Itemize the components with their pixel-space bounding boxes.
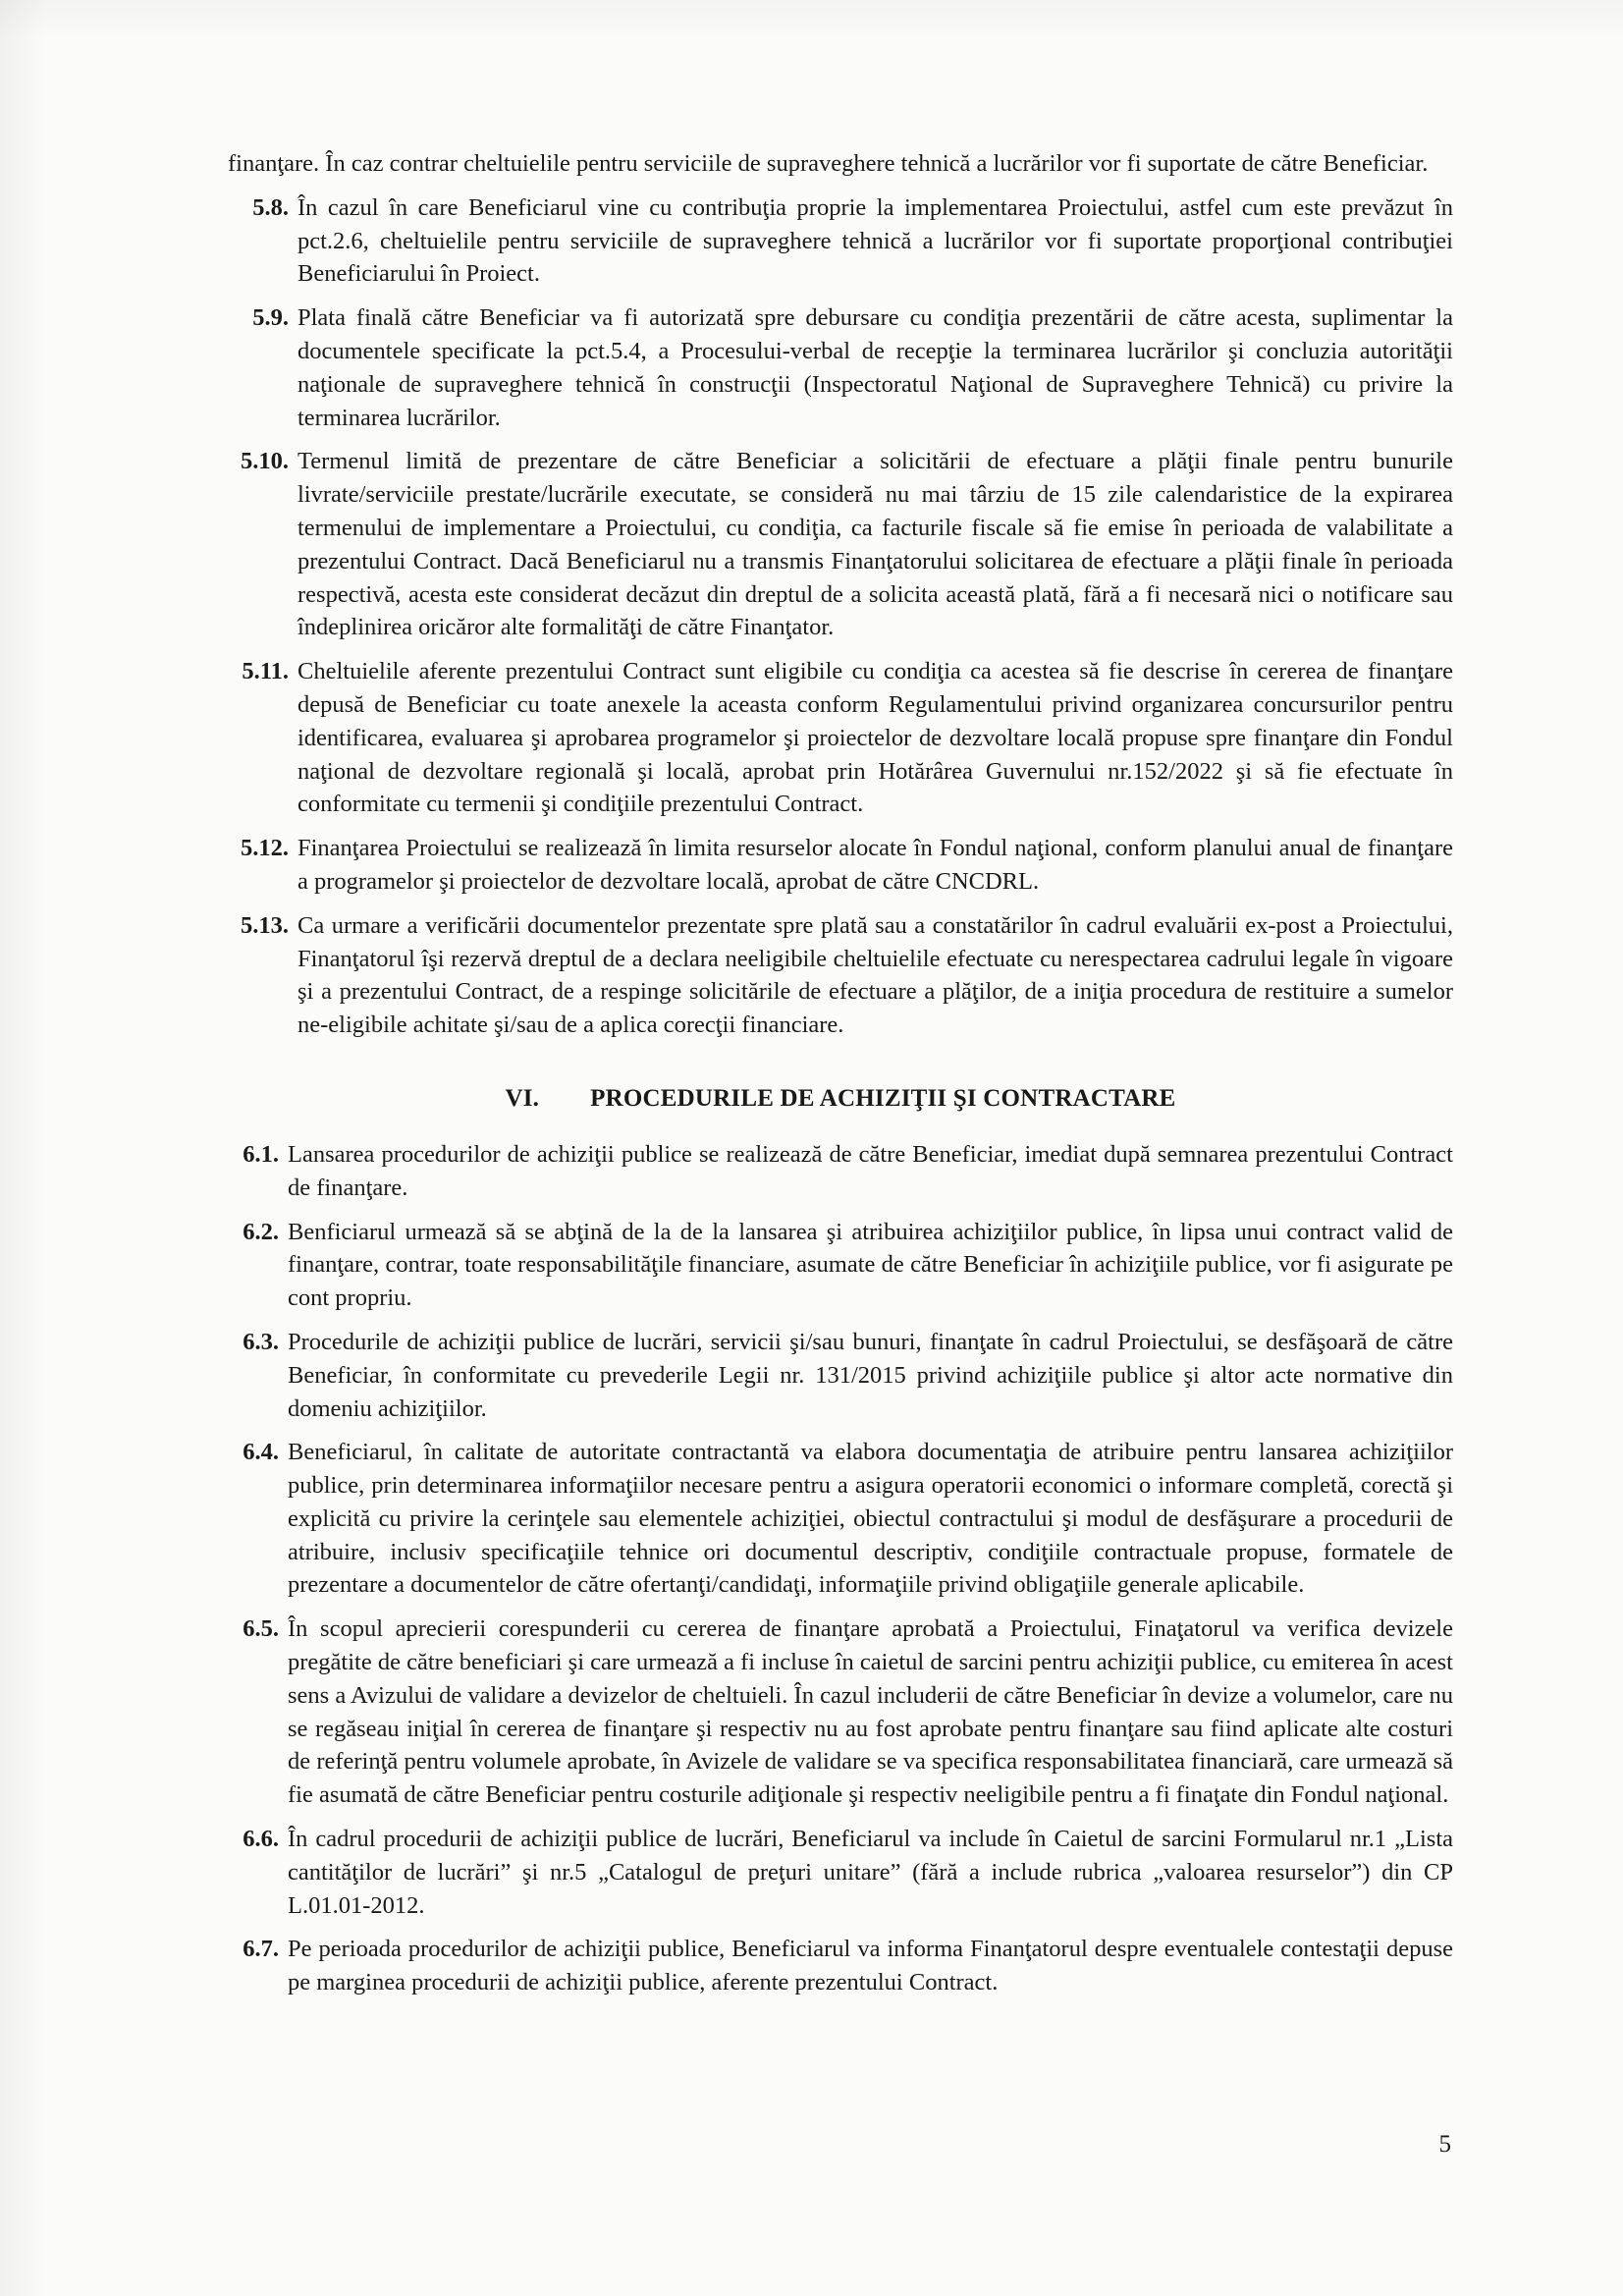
clause-5-11 (228, 655, 1453, 821)
clause-text: Termenul limită de prezentare de către Beneficiar a solicitării de efectuare a plăţii finale pentru bunurile livrate/serviciile prestate/lucrările executate, se consideră nu mai târziu de 15 zile calendaristice de la expirarea termenului de implementare a Proiectului, cu condiţia, ca facturile fiscale să fie emise în perioada de valabilitate a prezentului Contract. Dacă Beneficiarul nu a transmis Finanţatorului solicitarea de efectuare a plăţii finale în perioada respectivă, acesta este considerat decăzut din dreptul de a solicita această plată, fără a fi necesară nici o notificare sau îndeplinirea oricăror alte formalităţi de către Finanţator. (298, 448, 1453, 641)
clause-6-3 (228, 1326, 1453, 1425)
section-heading-vi (228, 1085, 1453, 1113)
clause-text: Plata finală către Beneficiar va fi autorizată spre debursare cu condiţia prezentării de către acesta, suplimentar la documentele specificate la pct.5.4, a Procesului-verbal de recepţie la terminarea lucrărilor şi concluzia autorităţii naţionale de supraveghere tehnică în construcţii (Inspectoratul Naţional de Supraveghere Tehnică) cu privire la terminarea lucrărilor. (298, 304, 1453, 431)
clause-5-13 (228, 909, 1453, 1042)
clause-6-7 (228, 1933, 1453, 1999)
clause-6-5 (228, 1613, 1453, 1812)
scan-shadow-left (0, 0, 47, 2296)
clause-text: Pe perioada procedurilor de achiziţii publice, Beneficiarul va informa Finanţatorul despre eventualele contestaţii depuse pe marginea procedurii de achiziţii publice, aferente prezentului Contract. (288, 1936, 1453, 1996)
clause-text: În cadrul procedurii de achiziţii publice de lucrări, Beneficiarul va include în Caietul de sarcini Formularul nr.1 „Lista cantităţilor de lucrări” şi nr.5 „Catalogul de preţuri unitare” (fără a include rubrica „valoarea resurselor”) din CP L.01.01-2012. (288, 1826, 1453, 1919)
clause-text: Cheltuielile aferente prezentului Contract sunt eligibile cu condiţia ca acestea să fie descrise în cererea de finanţare depusă de Beneficiar cu toate anexele la aceasta conform Regulamentului privind organizarea concursurilor pentru identificarea, evaluarea şi aprobarea programelor şi proiectelor de dezvoltare locală propuse spre finanţare din Fondul naţional de dezvoltare regională şi locală, aprobat prin Hotărârea Guvernului nr.152/2022 şi să fie efectuate în conformitate cu termenii şi condiţiile prezentului Contract. (298, 658, 1453, 818)
clause-text: Lansarea procedurilor de achiziţii publice se realizează de către Beneficiar, imediat după semnarea prezentului Contract de finanţare. (288, 1140, 1453, 1201)
clause-number: 6.4. (243, 1439, 279, 1466)
clause-number: 6.6. (243, 1826, 279, 1853)
page-number: 5 (1438, 2131, 1451, 2158)
clause-number: 6.1. (243, 1140, 279, 1168)
clause-number: 6.2. (243, 1218, 279, 1245)
clause-text: Ca urmare a verificării documentelor prezentate spre plată sau a constatărilor în cadrul evaluării ex-post a Proiectului, Finanţatorul îşi rezervă dreptul de a declara neeligibile cheltuielile efectuate cu nerespectarea cadrului legale în vigoare şi a prezentului Contract, de a respinge solicitările de efectuare a plăţilor, de a iniţia procedura de restituire a sumelor ne-eligibile achitate şi/sau de a aplica corecţii financiare. (298, 911, 1453, 1039)
clause-6-4 (228, 1436, 1453, 1602)
clause-number: 5.13. (241, 911, 289, 939)
clause-6-2 (228, 1216, 1453, 1315)
clause-number: 5.8. (252, 193, 289, 221)
clause-5-8 (228, 191, 1453, 291)
section-title: PROCEDURILE DE ACHIZIŢII ŞI CONTRACTARE (590, 1084, 1176, 1112)
clause-number: 6.7. (243, 1936, 279, 1963)
clause-6-1 (228, 1138, 1453, 1205)
section-roman-numeral: VI. (505, 1084, 540, 1112)
clause-number: 6.3. (243, 1328, 279, 1355)
page-content (228, 147, 1453, 2010)
clause-text: În scopul aprecierii corespunderii cu cererea de finanţare aprobată a Proiectului, Finaţatorul va verifica devizele pregătite de către beneficiari şi care urmează a fi incluse în caietul de sarcini pentru achiziţii publice, cu emiterea în acest sens a Avizului de validare a devizelor de cheltuieli. În cazul includerii de către Beneficiar în devize a volumelor, care nu se regăseau iniţial în cererea de finanţare şi respectiv nu au fost aprobate pentru finanţare sau fiind aplicate alte costuri de referinţă pentru volumele aprobate, în Avizele de validare se va specifica responsabilitatea financiară, care urmează să fie asumată de către Beneficiar pentru costurile adiţionale şi respectiv neeligibile pentru a fi finaţate din Fondul naţional. (288, 1615, 1453, 1809)
scan-shadow-top (0, 0, 1623, 39)
clause-6-6 (228, 1823, 1453, 1922)
clause-text: În cazul în care Beneficiarul vine cu contribuţia proprie la implementarea Proiectului, astfel cum este prevăzut în pct.2.6, cheltuielile pentru serviciile de supraveghere tehnică a lucrărilor vor fi suportate proporţional contribuţiei Beneficiarului în Proiect. (298, 193, 1453, 288)
clause-text: Finanţarea Proiectului se realizează în limita resurselor alocate în Fondul naţional, conform planului anual de finanţare a programelor şi proiectelor de dezvoltare locală, aprobat de către CNCDRL. (298, 835, 1453, 895)
clause-5-9 (228, 301, 1453, 434)
clause-5-10 (228, 445, 1453, 644)
clause-number: 6.5. (243, 1615, 279, 1643)
clause-number: 5.11. (242, 658, 289, 685)
clause-number: 5.9. (252, 304, 289, 332)
lead-paragraph: finanţare. În caz contrar cheltuielile pentru serviciile de supraveghere tehnică a lucrărilor vor fi suportate de către Beneficiar. (228, 150, 1429, 177)
clause-text: Beneficiarul, în calitate de autoritate contractantă va elabora documentaţia de atribuire pentru lansarea achiziţiilor publice, prin determinarea informaţiilor necesare pentru a asigura operatorii economici o informare completă, corectă şi explicită cu privire la cerinţele sau elementele achiziţiei, obiectul contractului şi modul de desfăşurare a procedurii de atribuire, inclusiv specificaţiile tehnice ori documentul descriptiv, condiţiile contractuale propuse, formatele de prezentare a documentelor de către ofertanţi/candidaţi, informaţiile privind obligaţiile generale aplicabile. (288, 1439, 1453, 1599)
clause-number: 5.10. (241, 448, 289, 475)
clause-number: 5.12. (241, 835, 289, 862)
clause-text: Benficiarul urmează să se abţină de la de la lansarea şi atribuirea achiziţiilor publice, în lipsa unui contract valid de finanţare, contrar, toate responsabilităţile financiare, asumate de către Beneficiar în achiziţiile publice, vor fi asigurate pe cont propriu. (288, 1218, 1453, 1312)
clause-text: Procedurile de achiziţii publice de lucrări, servicii şi/sau bunuri, finanţate în cadrul Proiectului, se desfăşoară de către Beneficiar, în conformitate cu prevederile Legii nr. 131/2015 privind achiziţiile publice şi altor acte normative din domeniu achiziţiilor. (288, 1328, 1453, 1422)
clause-5-12 (228, 832, 1453, 899)
